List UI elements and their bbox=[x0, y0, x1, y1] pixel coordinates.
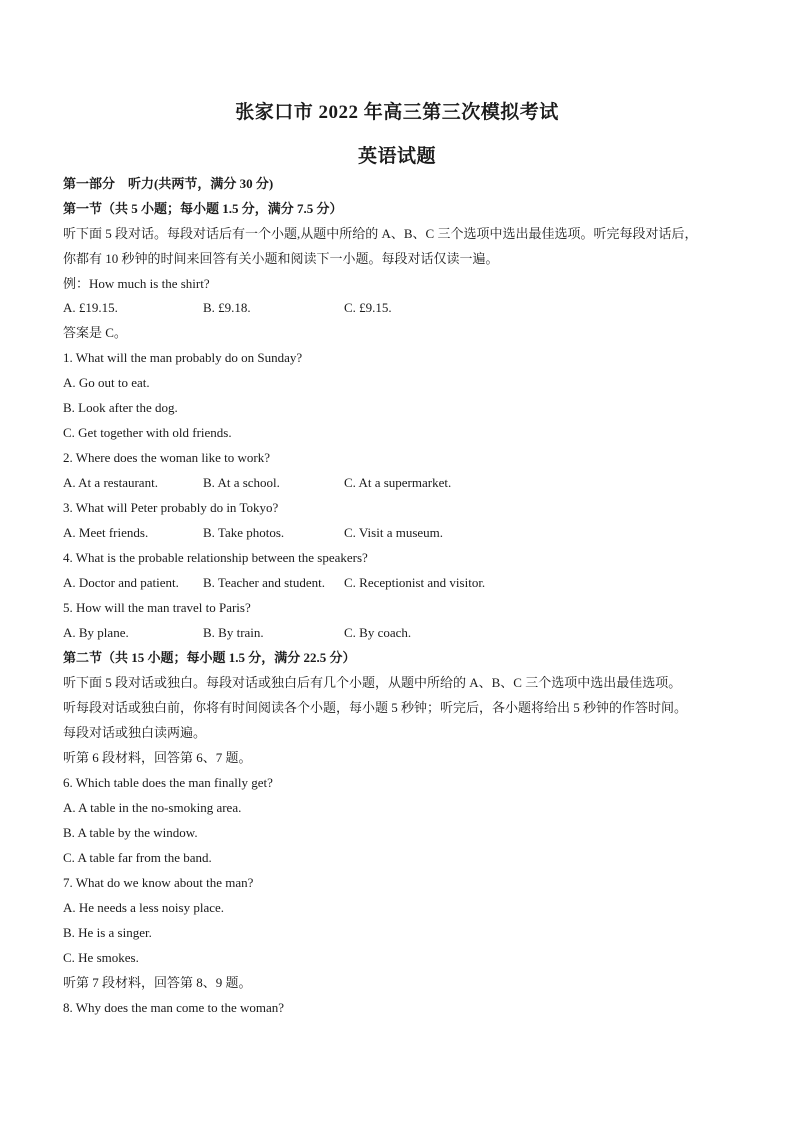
option-a: A. Meet friends. bbox=[63, 525, 149, 540]
q3-options bbox=[63, 525, 663, 541]
q2-options bbox=[63, 475, 663, 491]
example-answer: 答案是 C。 bbox=[63, 325, 127, 340]
option-c: C. £9.15. bbox=[344, 300, 392, 315]
document-title: 张家口市 2022 年高三第三次模拟考试 bbox=[235, 102, 559, 123]
question-8: 8. Why does the man come to the woman? bbox=[63, 1000, 285, 1015]
question-5: 5. How will the man travel to Paris? bbox=[63, 600, 251, 615]
section1-heading: 第一节（共 5 小题；每小题 1.5 分，满分 7.5 分） bbox=[63, 201, 343, 216]
q6-option-c: C. A table far from the band. bbox=[63, 850, 212, 865]
option-a: A. By plane. bbox=[63, 625, 129, 640]
q7-option-a: A. He needs a less noisy place. bbox=[63, 900, 225, 915]
q7-option-b: B. He is a singer. bbox=[63, 925, 152, 940]
option-b: B. By train. bbox=[203, 625, 264, 640]
option-b: B. Teacher and student. bbox=[203, 575, 325, 590]
question-4: 4. What is the probable relationship between the speakers? bbox=[63, 550, 368, 565]
section2-instruction-line: 听每段对话或独白前，你将有时间阅读各个小题，每小题 5 秒钟；听完后，各小题将给出 5 秒钟的作答时间。 bbox=[63, 700, 688, 715]
section2-heading: 第二节（共 15 小题；每小题 1.5 分，满分 22.5 分） bbox=[63, 650, 356, 665]
section2-instruction-line: 每段对话或独白读两遍。 bbox=[63, 725, 207, 740]
option-a: A. £19.15. bbox=[63, 300, 118, 315]
section1-instruction-line: 听下面 5 段对话。每段对话后有一个小题,从题中所给的 A、B、C 三个选项中选出最佳选项。听完每段对话后， bbox=[63, 226, 698, 241]
question-1: 1. What will the man probably do on Sunday? bbox=[63, 350, 303, 365]
option-c: C. By coach. bbox=[344, 625, 412, 640]
option-b: B. £9.18. bbox=[203, 300, 251, 315]
question-7: 7. What do we know about the man? bbox=[63, 875, 254, 890]
option-b: B. At a school. bbox=[203, 475, 280, 490]
q5-options bbox=[63, 625, 663, 641]
q1-option-a: A. Go out to eat. bbox=[63, 375, 150, 390]
part1-heading: 第一部分 听力(共两节，满分 30 分) bbox=[63, 176, 274, 191]
option-a: A. Doctor and patient. bbox=[63, 575, 179, 590]
document-subtitle: 英语试题 bbox=[357, 146, 436, 167]
example-question: 例：How much is the shirt? bbox=[63, 276, 210, 291]
section2-instruction-line: 听下面 5 段对话或独白。每段对话或独白后有几个小题，从题中所给的 A、B、C 三个选项中选出最佳选项。 bbox=[63, 675, 682, 690]
q6-option-a: A. A table in the no-smoking area. bbox=[63, 800, 242, 815]
q4-options bbox=[63, 575, 663, 591]
q6-option-b: B. A table by the window. bbox=[63, 825, 198, 840]
option-c: C. Visit a museum. bbox=[344, 525, 444, 540]
option-c: C. At a supermarket. bbox=[344, 475, 452, 490]
question-6: 6. Which table does the man finally get? bbox=[63, 775, 273, 790]
example-options bbox=[63, 300, 663, 316]
q7-option-c: C. He smokes. bbox=[63, 950, 139, 965]
group-7-header: 听第 7 段材料，回答第 8、9 题。 bbox=[63, 975, 252, 990]
option-c: C. Receptionist and visitor. bbox=[344, 575, 486, 590]
q1-option-c: C. Get together with old friends. bbox=[63, 425, 232, 440]
option-a: A. At a restaurant. bbox=[63, 475, 158, 490]
question-3: 3. What will Peter probably do in Tokyo? bbox=[63, 500, 279, 515]
group-6-header: 听第 6 段材料，回答第 6、7 题。 bbox=[63, 750, 252, 765]
q1-option-b: B. Look after the dog. bbox=[63, 400, 178, 415]
question-2: 2. Where does the woman like to work? bbox=[63, 450, 270, 465]
option-b: B. Take photos. bbox=[203, 525, 285, 540]
section1-instruction-line: 你都有 10 秒钟的时间来回答有关小题和阅读下一小题。每段对话仅读一遍。 bbox=[63, 251, 499, 266]
